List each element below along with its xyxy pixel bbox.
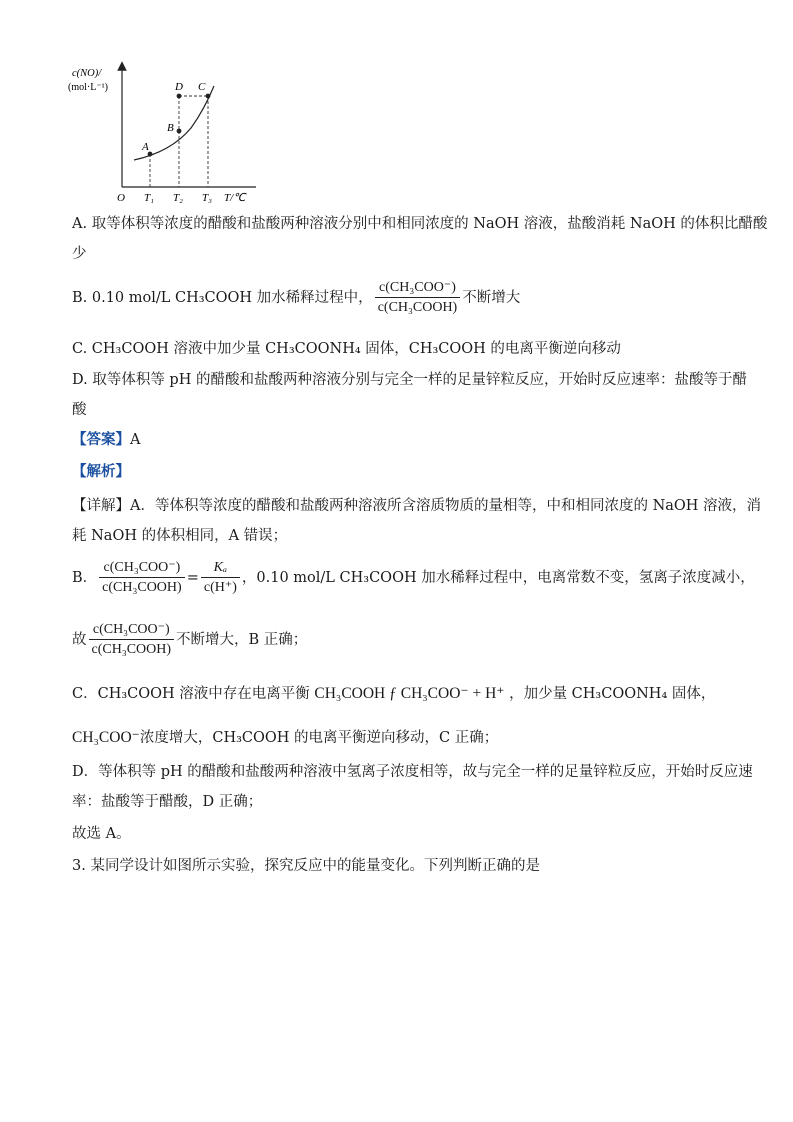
detail-b-fraction-3 [89, 620, 175, 659]
detail-c-line2 [72, 728, 498, 748]
option-a-line1: A. 取等体积等浓度的醋酸和盐酸两种溶液分别中和相同浓度的 NaOH 溶液，盐酸消耗 NaOH 的体积比醋酸 [72, 216, 768, 232]
concentration-temperature-graph [66, 60, 266, 205]
detail-b-equals: = [186, 569, 199, 586]
analysis-line [72, 462, 130, 482]
point-c-label: C [198, 81, 206, 93]
detail-b-num2: Kₐ [213, 560, 228, 575]
detail-b-den3: c(CH₃COOH) [91, 642, 172, 657]
detail-a-line1 [72, 496, 761, 516]
detail-c-line1 [72, 684, 715, 704]
option-b-denominator: c(CH₃COOH) [377, 300, 458, 315]
question-3: 3. 某同学设计如图所示实验，探究反应中的能量变化。下列判断正确的是 [72, 858, 540, 874]
detail-b-line1 [72, 558, 755, 597]
answer-value: A [130, 432, 141, 448]
option-a-line2: 少 [72, 246, 87, 262]
option-b [72, 278, 520, 317]
option-c: C. CH₃COOH 溶液中加少量 CH₃COONH₄ 固体，CH₃COOH 的电离平衡逆向移动 [72, 341, 621, 357]
detail-b-den1: c(CH₃COOH) [102, 580, 182, 595]
y-axis-label-2: (mol·L⁻¹) [68, 82, 108, 93]
option-b-prefix: B. 0.10 mol/L CH₃COOH 加水稀释过程中， [72, 289, 373, 306]
detail-b-num3: c(CH₃COO⁻) [92, 622, 170, 637]
point-b [177, 129, 182, 134]
option-b-suffix: 不断增大 [462, 289, 521, 306]
point-c [206, 94, 211, 99]
point-d [177, 94, 182, 99]
detail-c-ion: CH₃COO⁻ [72, 729, 140, 746]
detail-b-num1: c(CH₃COO⁻) [103, 560, 181, 575]
option-d-line1: D. 取等体积等 pH 的醋酸和盐酸两种溶液分别与完全一样的足量锌粒反应，开始时反应速率：盐酸等于醋 [72, 372, 747, 388]
point-a-label: A [142, 141, 149, 153]
point-b-label: B [167, 122, 174, 134]
detail-b-den2: c(H⁺) [203, 580, 237, 595]
detail-a-text: A．等体积等浓度的醋酸和盐酸两种溶液所含溶质物质的量相等，中和相同浓度的 NaOH 溶液，消 [130, 498, 762, 514]
detail-d-line2: 率：盐酸等于醋酸，D 正确； [72, 794, 263, 810]
tick-t1: T₁ [144, 192, 154, 204]
detail-a-line2: 耗 NaOH 的体积相同，A 错误； [72, 528, 288, 544]
detail-b-prefix: B． [72, 569, 98, 586]
y-axis-label-1: c(NO)/ [72, 68, 102, 79]
detail-b-line2-prefix: 故 [72, 631, 87, 648]
tick-t2: T₂ [173, 192, 183, 204]
detail-b-fraction-1 [99, 558, 185, 597]
detail-c-prefix: C．CH₃COOH 溶液中存在电离平衡 [72, 686, 310, 702]
tick-t3: T₃ [202, 192, 212, 204]
option-b-numerator: c(CH₃COO⁻) [379, 280, 456, 295]
detail-b-fraction-2 [201, 558, 240, 597]
option-b-fraction [375, 278, 461, 317]
conclusion: 故选 A。 [72, 826, 131, 842]
analysis-label: 【解析】 [72, 463, 130, 480]
detail-c-equilibrium: CH₃COOH ƒ CH₃COO⁻ + H⁺ [314, 685, 505, 702]
origin-label: O [117, 192, 125, 204]
detail-c-suffix: ，加少量 CH₃COONH₄ 固体， [509, 686, 716, 702]
detail-b-text: ，0.10 mol/L CH₃COOH 加水稀释过程中，电离常数不变，氢离子浓度减小， [241, 569, 755, 586]
detail-b-line2 [72, 620, 307, 659]
point-d-label: D [175, 81, 183, 93]
detail-c-line2-text: 浓度增大，CH₃COOH 的电离平衡逆向移动，C 正确； [139, 730, 499, 746]
detail-d-line1: D．等体积等 pH 的醋酸和盐酸两种溶液中氢离子浓度相等，故与完全一样的足量锌粒反应，开始时反应速 [72, 764, 753, 780]
detail-label: 【详解】 [72, 498, 130, 514]
answer-label: 【答案】 [72, 431, 130, 448]
x-axis-label: T/℃ [224, 192, 246, 204]
detail-b-line2-suffix: 不断增大，B 正确； [176, 631, 308, 648]
answer-line [72, 430, 140, 450]
option-d-line2: 酸 [72, 402, 87, 418]
